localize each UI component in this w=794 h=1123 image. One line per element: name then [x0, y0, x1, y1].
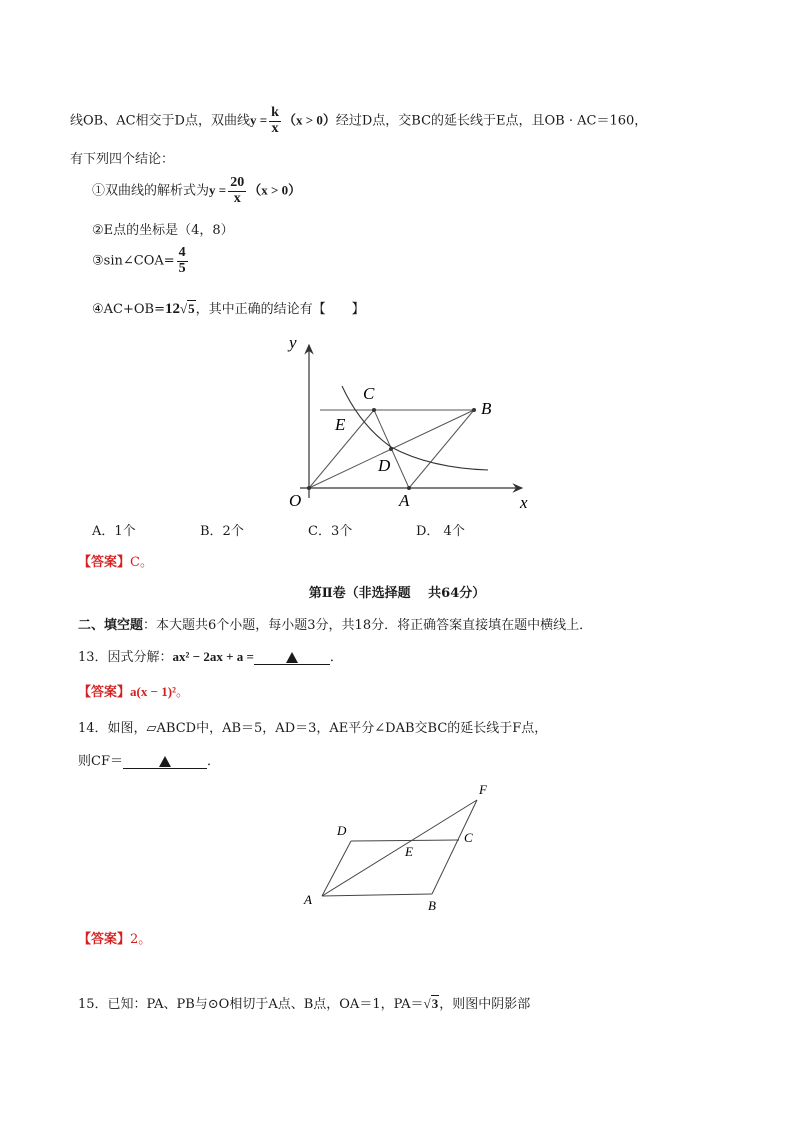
q15-text-end: ，则图中阴影部 — [439, 997, 531, 1012]
label-A: A — [399, 491, 410, 510]
q12-stem-part2: 经过D点，交BC的延长线于E点，且OB · AC＝160， — [335, 113, 648, 129]
part2-instructions — [78, 614, 592, 633]
conclusion-3-fraction — [177, 246, 188, 276]
q14-blank[interactable] — [123, 754, 207, 769]
segment-DC — [351, 840, 459, 841]
sqrt-symbol: √ — [180, 301, 188, 316]
fraction-numerator: 4 — [178, 245, 186, 260]
segment-AB — [409, 410, 474, 488]
q13-expression: ax² − 2ax + a = — [172, 649, 254, 664]
choice-A: A．1个 — [92, 524, 136, 539]
answer-tag: 【答案】 — [78, 555, 131, 570]
q12-formula-y: y = — [249, 112, 268, 128]
answer-end: 。 — [175, 685, 189, 700]
segment-AD — [322, 841, 351, 896]
q12-answer — [78, 551, 153, 570]
part2-heading: 二、填空题 — [78, 618, 144, 633]
q12-fraction-k-over-x — [269, 106, 281, 136]
label-y: y — [289, 333, 297, 352]
label-x: x — [520, 493, 528, 512]
q13-answer — [78, 681, 189, 700]
conclusion-4-tail: ，其中正确的结论有【 】 — [195, 302, 365, 317]
fraction-numerator: 20 — [230, 175, 245, 190]
part2-text: ：本大题共6个小题，每小题3分，共18分．将正确答案直接填在题中横线上． — [143, 618, 593, 633]
conclusion-1-y: y = — [209, 182, 227, 198]
q14-stem-line2 — [78, 750, 220, 769]
q12-conclusion-3 — [92, 246, 190, 276]
q15-stem — [78, 993, 530, 1012]
conclusion-3-text: ③sin∠COA= — [92, 253, 175, 269]
fraction-numerator: k — [271, 105, 279, 120]
label-B: B — [481, 399, 492, 418]
triangle-icon — [159, 756, 171, 767]
q13-text: 13．因式分解： — [78, 650, 173, 665]
q12-figure — [280, 330, 540, 515]
label-D: D — [378, 456, 391, 475]
q13-end: ． — [329, 650, 343, 665]
point-B — [472, 408, 476, 412]
q14-text: 则CF＝ — [78, 754, 123, 769]
q12-condition: （x > 0） — [282, 112, 336, 128]
q12-stem-part1: 线OB、AC相交于D点，双曲线 — [70, 113, 250, 129]
q12-conclusion-4 — [92, 298, 365, 318]
sqrt-symbol: √ — [423, 996, 431, 1011]
q12-stem-line2: 有下列四个结论： — [70, 152, 175, 167]
label-E: E — [405, 844, 413, 859]
fraction-denominator: x — [233, 190, 241, 206]
conclusion-4-radicand: 5 — [188, 301, 195, 316]
conclusion-4-value: 12 — [165, 301, 180, 317]
label-F: F — [479, 782, 487, 797]
q14-end: ． — [206, 754, 220, 769]
choice-D: D． 4个 — [416, 524, 465, 539]
answer-value: a(x − 1)² — [130, 684, 176, 699]
triangle-icon — [286, 652, 298, 663]
answer-value: C。 — [130, 555, 153, 570]
q15-radicand: 3 — [431, 996, 439, 1011]
point-C — [372, 408, 376, 412]
q12-conclusion-2: ②E点的坐标是（4，8） — [92, 223, 234, 238]
point-A — [407, 486, 411, 490]
answer-tag: 【答案】 — [78, 932, 131, 947]
q14-stem-line1: 14．如图，▱ABCD中，AB＝5，AD＝3，AE平分∠DAB交BC的延长线于F点， — [78, 721, 548, 736]
segment-AB — [322, 894, 432, 896]
label-E: E — [335, 415, 346, 434]
conclusion-1-condition: （x > 0） — [248, 182, 302, 198]
q13-stem — [78, 646, 343, 665]
q13-blank[interactable] — [254, 650, 330, 665]
q12-choices — [92, 520, 524, 539]
conclusion-1-fraction — [228, 176, 246, 206]
choice-C: C．3个 — [308, 524, 353, 539]
q15-text: 15．已知：PA、PB与⊙O相切于A点、B点，OA＝1，PA＝ — [78, 997, 424, 1012]
answer-value: 2。 — [130, 932, 152, 947]
conclusion-1-text: ①双曲线的解析式为 — [92, 183, 210, 199]
label-O: O — [289, 491, 302, 510]
label-D: D — [337, 823, 347, 838]
point-D — [389, 447, 393, 451]
choice-B: B．2个 — [200, 524, 244, 539]
label-C: C — [464, 830, 473, 845]
q14-figure — [296, 778, 506, 914]
label-A: A — [304, 892, 312, 907]
q12-stem-line1 — [70, 106, 647, 136]
answer-tag: 【答案】 — [78, 685, 131, 700]
q14-answer — [78, 928, 151, 947]
q12-conclusion-1 — [92, 176, 301, 206]
fraction-denominator: x — [271, 120, 279, 136]
conclusion-4-text: ④AC+OB= — [92, 302, 165, 317]
label-C: C — [363, 384, 375, 403]
point-O — [307, 486, 311, 490]
label-B: B — [428, 898, 436, 913]
fraction-denominator: 5 — [178, 260, 186, 276]
section-title: 第Ⅱ卷（非选择题 共64分） — [308, 586, 486, 601]
